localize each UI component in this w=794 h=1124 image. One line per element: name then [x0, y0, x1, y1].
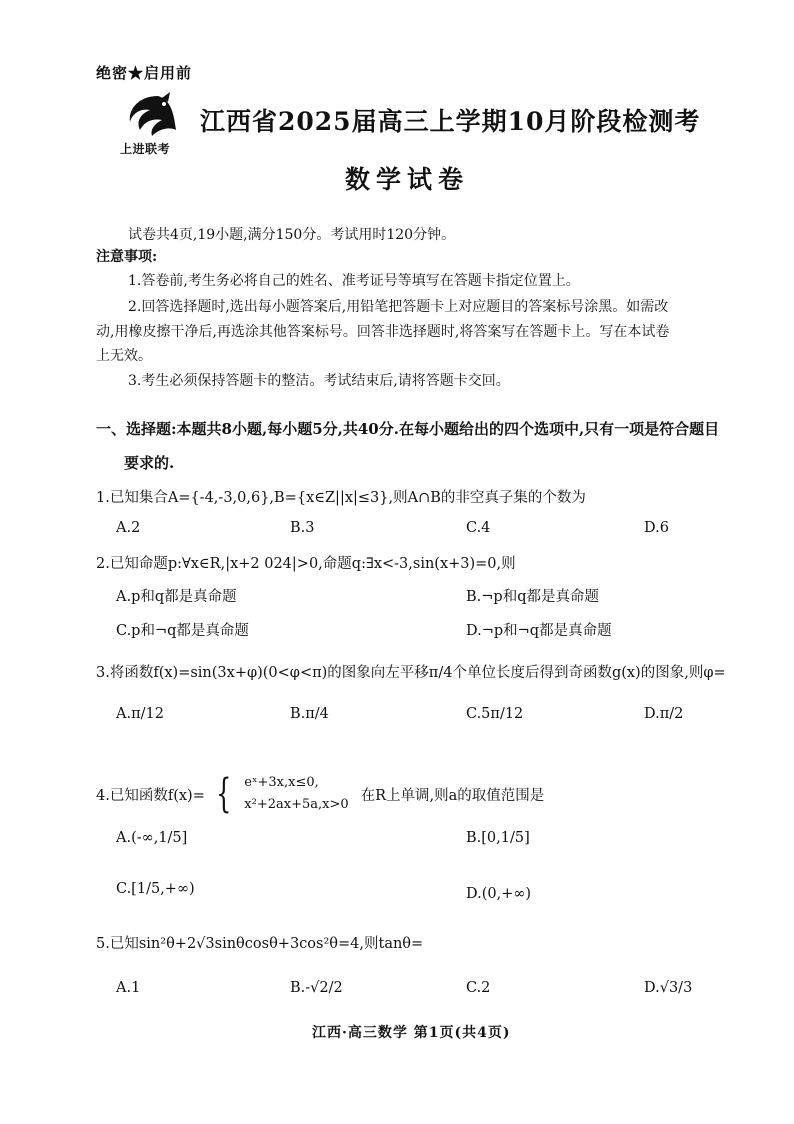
- q5-option-c: C.2: [466, 980, 491, 996]
- q2-option-d: D.¬p和¬q都是真命题: [466, 623, 612, 639]
- q5-option-b: B.-√2/2: [290, 980, 343, 996]
- q4-stem-suffix: 在R上单调,则a的取值范围是: [360, 787, 545, 804]
- exam-title: 江西省2025届高三上学期10月阶段检测考: [200, 107, 701, 136]
- q4-option-d: D.(0,+∞): [466, 886, 532, 902]
- q4-piece-2: x²+2ax+5a,x>0: [244, 797, 349, 812]
- q1-option-c: C.4: [466, 520, 491, 536]
- q5-option-a: A.1: [116, 980, 141, 996]
- note-1: 1.答卷前,考生务必将自己的姓名、准考证号等填写在答题卡指定位置上。: [128, 273, 580, 289]
- q1-option-d: D.6: [644, 520, 669, 536]
- q2-option-a: A.p和q都是真命题: [116, 589, 237, 605]
- q1-option-b: B.3: [290, 520, 315, 536]
- question-1-stem: 1.已知集合A={-4,-3,0,6},B={x∈Z||x|≤3},则A∩B的非空真子集的个数为: [96, 490, 586, 506]
- q2-option-c: C.p和¬q都是真命题: [116, 623, 249, 639]
- exam-intro: 试卷共4页,19小题,满分150分。考试用时120分钟。: [128, 227, 456, 243]
- notes-heading: 注意事项:: [96, 249, 158, 265]
- page-footer: 江西·高三数学 第1页(共4页): [312, 1025, 511, 1041]
- confidential-label: 绝密★启用前: [96, 64, 193, 82]
- q4-option-c: C.[1/5,+∞): [116, 881, 195, 897]
- piecewise-cases: [244, 772, 348, 816]
- logo-caption: 上进联考: [120, 142, 171, 156]
- q5-option-d: D.√3/3: [644, 980, 693, 996]
- section-heading: 一、选择题:本题共8小题,每小题5分,共40分.在每小题给出的四个选项中,只有一项是符合题目: [96, 420, 720, 438]
- q4-option-b: B.[0,1/5]: [466, 830, 530, 846]
- question-5-stem: 5.已知sin²θ+2√3sinθcosθ+3cos²θ=4,则tanθ=: [96, 936, 424, 952]
- question-4-stem: [96, 772, 544, 816]
- q4-stem-prefix: 4.已知函数f(x)=: [96, 787, 205, 804]
- exam-subject-title: 数学试卷: [345, 165, 470, 194]
- q4-option-a: A.(-∞,1/5]: [116, 830, 188, 846]
- q3-option-d: D.π/2: [644, 706, 684, 722]
- note-2-line-2: 动,用橡皮擦干净后,再选涂其他答案标号。回答非选择题时,将答案写在答题卡上。写在本试卷: [96, 324, 670, 340]
- piecewise-brace: {: [215, 771, 232, 817]
- note-2-line-3: 上无效。: [96, 348, 152, 364]
- section-heading-cont: 要求的.: [124, 454, 175, 472]
- q1-option-a: A.2: [116, 520, 141, 536]
- note-2-line-1: 2.回答选择题时,选出每小题答案后,用铅笔把答题卡上对应题目的答案标号涂黑。如需改: [128, 299, 669, 315]
- q2-option-b: B.¬p和q都是真命题: [466, 589, 599, 605]
- q3-option-a: A.π/12: [116, 706, 164, 722]
- question-3-stem: 3.将函数f(x)=sin(3x+φ)(0<φ<π)的图象向左平移π/4个单位长度后得到奇函数g(x)的图象,则φ=: [96, 665, 726, 681]
- q3-option-c: C.5π/12: [466, 706, 524, 722]
- q3-option-b: B.π/4: [290, 706, 329, 722]
- note-3: 3.考生必须保持答题卡的整洁。考试结束后,请将答题卡交回。: [128, 373, 510, 389]
- q4-piece-1: eˣ+3x,x≤0,: [244, 775, 319, 790]
- question-2-stem: 2.已知命题p:∀x∈R,|x+2 024|>0,命题q:∃x<-3,sin(x+3)=0,则: [96, 556, 516, 572]
